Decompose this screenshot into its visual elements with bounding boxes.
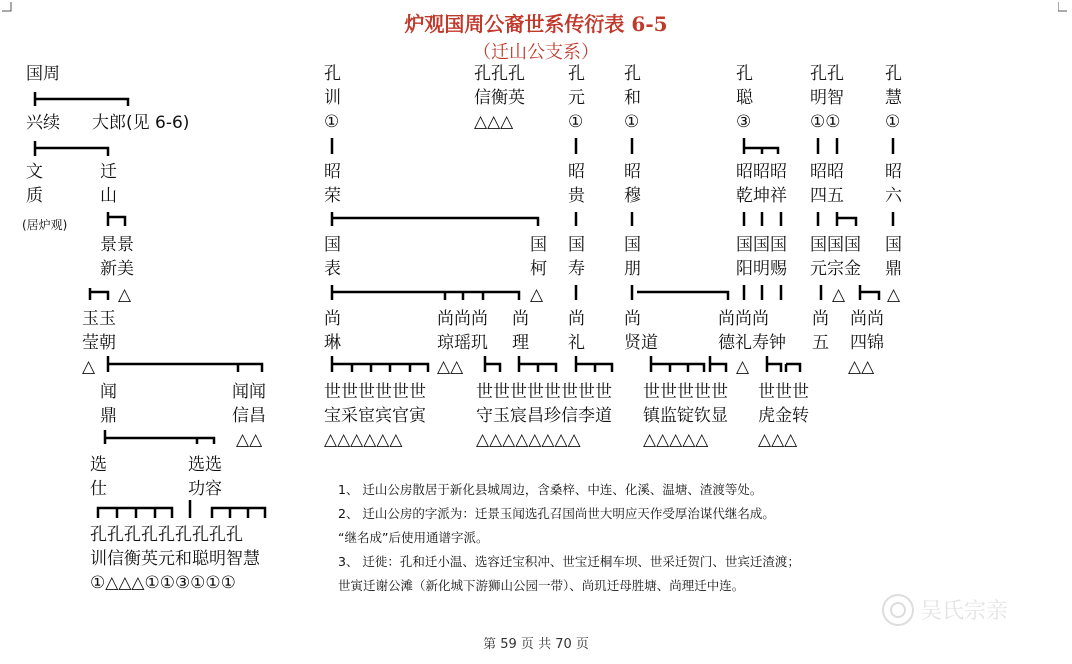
person-shanglin: 尚 琳 <box>324 309 341 353</box>
gen-guo-group8: 国国国 元宗金 <box>810 235 861 279</box>
person-guoke: 国 柯 <box>530 235 547 279</box>
note-line: 2、 迁山公房的字派为：迁景玉闻选孔召国尚世大明应天作受厚治谋代继名成。 <box>338 506 775 521</box>
gen-shi-group1: 世世世世世世 宝采宦宾官寅 △△△△△△ <box>324 382 426 450</box>
person-shangli2: 尚 礼 <box>568 309 585 353</box>
page-footer: 第 59 页 共 70 页 <box>483 637 589 652</box>
triangle-mark: △ <box>832 285 846 305</box>
person-zhaogui: 昭 贵 <box>568 162 585 206</box>
person-konghui: 孔 慧 ① <box>885 64 902 132</box>
triangle-mark: △ <box>118 285 132 305</box>
note-line: “继名成”后使用通谱字派。 <box>338 530 489 545</box>
person-guopeng: 国 朋 <box>624 235 641 279</box>
gen-kong-group2: 孔孔孔 信衡英 △△△ <box>474 64 525 132</box>
gen-kong-left: 孔孔孔孔孔孔孔孔孔 训信衡英元和聪明智慧 ①△△△①①③①①① <box>90 525 260 593</box>
triangle-mark: △△ <box>236 430 263 450</box>
person-zhaorong: 昭 荣 <box>324 162 341 206</box>
gen-wen: 闻闻 信昌 <box>232 382 266 426</box>
gen-shang-group3: 尚尚尚 琼瑶玑 <box>437 309 488 353</box>
person-konghe: 孔 和 ① <box>624 64 641 132</box>
person-shangwu: 尚 五 <box>812 309 829 353</box>
watermark-logo <box>880 590 1050 630</box>
person-guobiao: 国 表 <box>324 235 341 279</box>
watermark-text: 吴氏宗亲 <box>920 599 1009 624</box>
person-kongcong: 孔 聪 ③ <box>736 64 753 132</box>
person-shangxian: 尚 贤道 <box>624 309 658 353</box>
gen-shi-group3: 世世世世世 镇监锭钦显 △△△△△ <box>643 382 728 450</box>
person-shangli: 尚 理 <box>512 309 529 353</box>
person-guoshou: 国 寿 <box>568 235 585 279</box>
triangle-mark: △ <box>530 285 544 305</box>
gen-guo-group7: 国国国 阳明赐 <box>736 235 787 279</box>
gen-shang-group7: 尚尚尚 德礼寿钟 <box>718 309 786 353</box>
person-kongyuan: 孔 元 ① <box>568 64 585 132</box>
gen-shi-group4: 世世世 虎金转 △△△ <box>758 382 809 450</box>
page-title: 炉观国周公裔世系传衍表 6-5 <box>404 12 668 36</box>
triangle-mark: △ <box>887 285 901 305</box>
triangle-mark: △ <box>82 357 96 377</box>
note-line: 1、 迁山公房散居于新化县城周边，含桑梓、中连、化溪、温塘、渣渡等处。 <box>338 482 763 497</box>
note-line: 世寅迁谢公滩（新化城下游狮山公园一带）、尚玑迁母胜塘、尚理迁中连。 <box>338 578 745 593</box>
gen-yu: 玉玉 莹朝 <box>82 309 116 353</box>
person-dalang: 大郎(见 6-6) <box>92 113 190 133</box>
residence-note: (居炉观) <box>22 218 68 232</box>
page-subtitle: （迁山公支系） <box>473 42 599 63</box>
gen-zhao-group8: 昭昭 四五 <box>810 162 844 206</box>
gen-zhao-group7: 昭昭昭 乾坤祥 <box>736 162 787 206</box>
person-wenzhi: 文 质 <box>26 162 43 206</box>
gen-shi-group2: 世世世世世世世世 守玉宸昌珍信李道 △△△△△△△△ <box>476 382 612 450</box>
person-qianshan: 迁 山 <box>100 162 117 206</box>
person-zhaomu: 昭 穆 <box>624 162 641 206</box>
triangle-mark: △△ <box>437 357 464 377</box>
person-xuanshi: 选 仕 <box>90 455 107 499</box>
person-kongxun: 孔 训 ① <box>324 64 341 132</box>
gen-shang-group9: 尚尚 四锦 <box>850 309 884 353</box>
notes-section <box>338 478 800 598</box>
person-guoding: 国 鼎 <box>885 235 902 279</box>
person-guozhou: 国周 <box>26 64 60 84</box>
person-wending: 闻 鼎 <box>100 382 117 426</box>
note-line: 3、 迁徙：孔和迁小温、选容迁宝积冲、世宝迁桐车坝、世采迁贺门、世宾迁渣渡； <box>338 554 800 569</box>
person-xingxu: 兴续 <box>26 113 60 133</box>
person-zhaoliu: 昭 六 <box>885 162 902 206</box>
gen-kong-group8: 孔孔 明智 ①① <box>810 64 844 132</box>
gen-jing: 景景 新美 <box>100 235 134 279</box>
triangle-mark: △ <box>736 357 750 377</box>
triangle-mark: △△ <box>848 357 875 377</box>
gen-xuan: 选选 功容 <box>188 455 222 499</box>
